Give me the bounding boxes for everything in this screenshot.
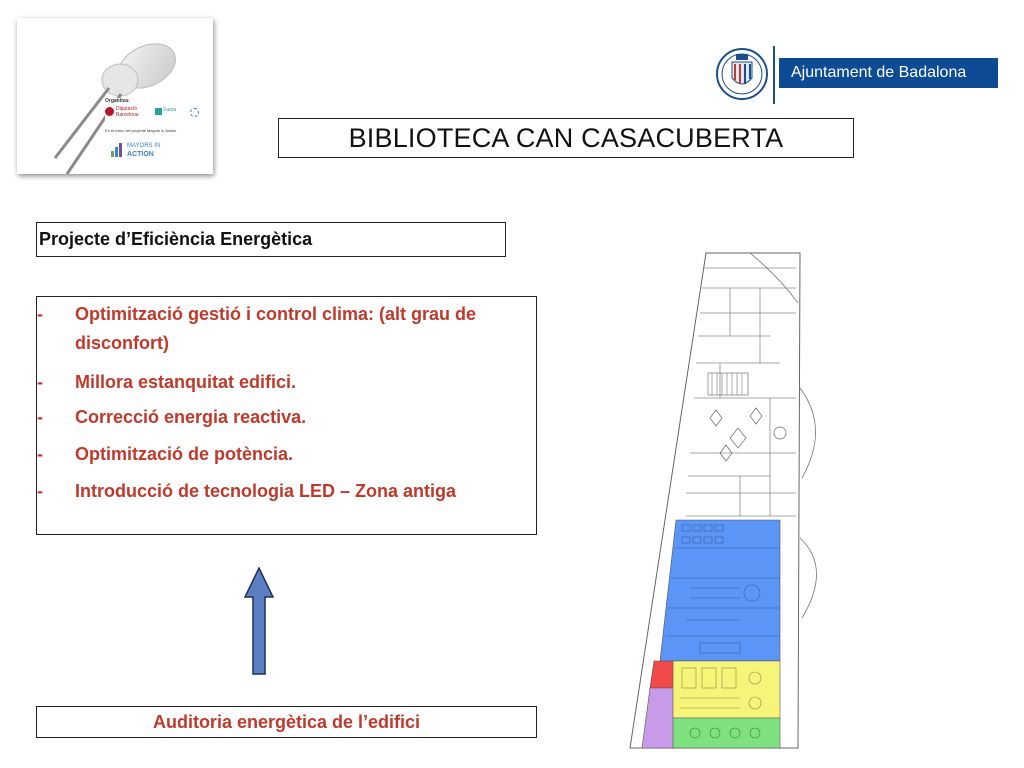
- project-thumbnail: [17, 18, 213, 174]
- up-arrow-icon: [244, 567, 274, 675]
- organitza-label: Organitza:: [105, 98, 130, 104]
- bullet-text: Introducció de tecnologia LED – Zona antiga: [75, 481, 457, 501]
- coat-of-arms-icon: [712, 46, 782, 106]
- bullet-text: Optimització gestió i control clima: (alt grau de disconfort): [75, 304, 477, 353]
- xarxa-logo-icon: [155, 108, 162, 115]
- mayors-bars-icon: [111, 143, 125, 157]
- list-item: [37, 440, 532, 469]
- action-label: ACTION: [127, 151, 154, 158]
- diputacio-label: Diputació Barcelona: [116, 106, 139, 118]
- audit-label: Auditoria energètica de l’edifici: [36, 706, 537, 738]
- mayors-label: MAYORS IN: [127, 143, 161, 149]
- floor-plan-image: [620, 248, 820, 753]
- list-item: [37, 300, 532, 358]
- project-title: Projecte d’Eficiència Energètica: [36, 222, 506, 257]
- bullet-text: Correcció energia reactiva.: [75, 407, 307, 427]
- marc-label: En el marc del projecte Mayors in Action: [105, 128, 177, 133]
- xarxa-label: Xarxa: [163, 107, 177, 113]
- bullet-dash: -: [37, 481, 43, 501]
- bullet-text: Millora estanquitat edifici.: [75, 372, 297, 392]
- diputacio-logo-icon: [105, 107, 114, 116]
- list-item: [37, 477, 507, 506]
- bullet-dash: -: [37, 407, 43, 427]
- ajuntament-label: Ajuntament de Badalona: [779, 58, 998, 88]
- gear-logo-icon: [190, 108, 199, 117]
- bullet-dash: -: [37, 444, 43, 464]
- page-title: BIBLIOTECA CAN CASACUBERTA: [278, 118, 854, 158]
- bullet-dash: -: [37, 372, 43, 392]
- measures-list: [36, 296, 537, 535]
- list-item: [37, 403, 532, 432]
- bullet-text: Optimització de potència.: [75, 444, 294, 464]
- list-item: [37, 368, 532, 397]
- bullet-dash: -: [37, 304, 43, 324]
- organizer-panel: [105, 98, 209, 172]
